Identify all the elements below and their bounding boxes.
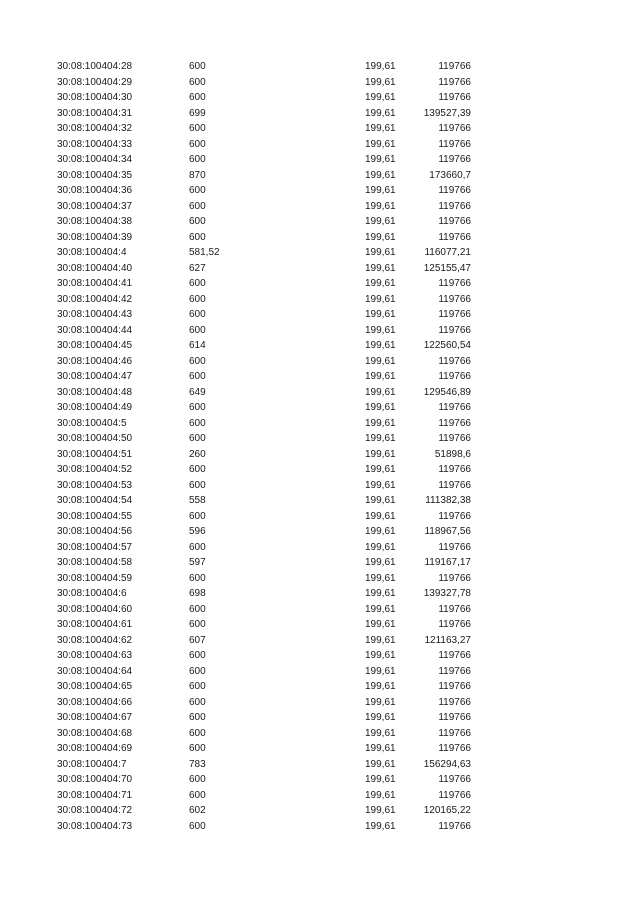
cadastral-number-cell: 30:08:100404:57 <box>57 541 133 553</box>
table-row <box>0 121 640 137</box>
table-row <box>0 385 640 401</box>
rate-cell: 199,61 <box>365 216 396 227</box>
total-cell: 119766 <box>438 541 471 553</box>
cadastral-number-cell: 30:08:100404:52 <box>57 464 133 475</box>
total-cell: 111382,38 <box>425 495 471 506</box>
total-cell: 119766 <box>438 510 471 522</box>
total-cell: 119766 <box>438 231 471 243</box>
quantity-cell: 649 <box>189 386 206 398</box>
rate-cell: 199,61 <box>365 696 396 708</box>
cadastral-number-cell: 30:08:100404:67 <box>57 712 133 723</box>
quantity-cell: 600 <box>189 696 206 708</box>
table-row <box>0 478 640 494</box>
rate-cell: 199,61 <box>365 588 396 599</box>
quantity-cell: 614 <box>189 340 206 351</box>
quantity-cell: 600 <box>189 603 206 615</box>
total-cell: 119766 <box>438 355 471 367</box>
total-cell: 51898,6 <box>434 448 471 460</box>
cadastral-number-cell: 30:08:100404:5 <box>57 417 127 429</box>
total-cell: 121163,27 <box>424 634 471 646</box>
cadastral-number-cell: 30:08:100404:43 <box>57 309 133 320</box>
cadastral-number-cell: 30:08:100404:61 <box>57 619 133 630</box>
table-row <box>0 462 640 478</box>
quantity-cell: 600 <box>189 433 206 444</box>
table-row <box>0 276 640 292</box>
table-row <box>0 400 640 416</box>
cadastral-number-cell: 30:08:100404:50 <box>57 433 133 444</box>
table-row <box>0 726 640 742</box>
cadastral-number-cell: 30:08:100404:68 <box>57 727 133 739</box>
cadastral-number-cell: 30:08:100404:7 <box>57 758 127 770</box>
table-row <box>0 757 640 773</box>
total-cell: 119766 <box>438 278 471 289</box>
rate-cell: 199,61 <box>365 262 396 274</box>
cadastral-number-cell: 30:08:100404:72 <box>57 805 133 816</box>
rate-cell: 199,61 <box>365 92 396 103</box>
total-cell: 119766 <box>438 200 471 212</box>
total-cell: 119766 <box>438 185 471 196</box>
rate-cell: 199,61 <box>365 758 396 770</box>
table-row <box>0 168 640 184</box>
total-cell: 119766 <box>438 371 471 382</box>
quantity-cell: 600 <box>189 681 206 692</box>
rate-cell: 199,61 <box>365 510 396 522</box>
total-cell: 119766 <box>438 138 471 150</box>
table-row <box>0 555 640 571</box>
quantity-cell: 698 <box>189 588 206 599</box>
table-row <box>0 586 640 602</box>
cadastral-number-cell: 30:08:100404:62 <box>57 634 133 646</box>
table-row <box>0 664 640 680</box>
rate-cell: 199,61 <box>365 805 396 816</box>
total-cell: 129546,89 <box>423 386 471 398</box>
rate-cell: 199,61 <box>365 541 396 553</box>
table-row <box>0 633 640 649</box>
cadastral-number-cell: 30:08:100404:34 <box>57 154 133 165</box>
quantity-cell: 600 <box>189 789 206 801</box>
total-cell: 139527,39 <box>423 107 471 119</box>
quantity-cell: 602 <box>189 805 206 816</box>
rate-cell: 199,61 <box>365 154 396 165</box>
quantity-cell: 600 <box>189 154 206 165</box>
table-row <box>0 819 640 835</box>
table-row <box>0 524 640 540</box>
cadastral-number-cell: 30:08:100404:59 <box>57 572 133 584</box>
total-cell: 119766 <box>438 92 471 103</box>
quantity-cell: 600 <box>189 61 206 72</box>
cadastral-number-cell: 30:08:100404:28 <box>57 61 133 72</box>
quantity-cell: 699 <box>189 107 206 119</box>
cadastral-number-cell: 30:08:100404:66 <box>57 696 133 708</box>
total-cell: 119766 <box>438 154 471 165</box>
rate-cell: 199,61 <box>365 557 396 568</box>
table-row <box>0 307 640 323</box>
quantity-cell: 600 <box>189 650 206 661</box>
table-row <box>0 323 640 339</box>
quantity-cell: 600 <box>189 92 206 103</box>
rate-cell: 199,61 <box>365 138 396 150</box>
total-cell: 119766 <box>438 216 471 227</box>
table-row <box>0 772 640 788</box>
total-cell: 125155,47 <box>423 262 471 274</box>
cadastral-number-cell: 30:08:100404:55 <box>57 510 133 522</box>
rate-cell: 199,61 <box>365 526 396 537</box>
quantity-cell: 627 <box>189 262 206 274</box>
cadastral-number-cell: 30:08:100404:73 <box>57 820 133 832</box>
cadastral-number-cell: 30:08:100404:40 <box>57 262 133 274</box>
total-cell: 122560,54 <box>423 340 471 351</box>
cadastral-number-cell: 30:08:100404:51 <box>57 448 133 460</box>
rate-cell: 199,61 <box>365 743 396 754</box>
total-cell: 119766 <box>438 293 471 305</box>
cadastral-number-cell: 30:08:100404:32 <box>57 123 133 134</box>
total-cell: 119766 <box>438 727 471 739</box>
rate-cell: 199,61 <box>365 169 396 181</box>
total-cell: 119766 <box>438 789 471 801</box>
table-row <box>0 214 640 230</box>
table-row <box>0 369 640 385</box>
total-cell: 156294,63 <box>423 758 471 770</box>
table-row <box>0 230 640 246</box>
rate-cell: 199,61 <box>365 479 396 491</box>
quantity-cell: 600 <box>189 293 206 305</box>
cadastral-number-cell: 30:08:100404:41 <box>57 278 133 289</box>
quantity-cell: 597 <box>189 557 206 568</box>
rate-cell: 199,61 <box>365 278 396 289</box>
rate-cell: 199,61 <box>365 619 396 630</box>
total-cell: 119766 <box>438 665 471 677</box>
quantity-cell: 600 <box>189 665 206 677</box>
cadastral-number-cell: 30:08:100404:44 <box>57 324 133 336</box>
cadastral-number-cell: 30:08:100404:54 <box>57 495 133 506</box>
rate-cell: 199,61 <box>365 293 396 305</box>
rate-cell: 199,61 <box>365 603 396 615</box>
table-row <box>0 540 640 556</box>
table-row <box>0 245 640 261</box>
table-row <box>0 648 640 664</box>
rate-cell: 199,61 <box>365 231 396 243</box>
cadastral-number-cell: 30:08:100404:46 <box>57 355 133 367</box>
cadastral-number-cell: 30:08:100404:33 <box>57 138 133 150</box>
quantity-cell: 600 <box>189 572 206 584</box>
cadastral-number-cell: 30:08:100404:30 <box>57 92 133 103</box>
rate-cell: 199,61 <box>365 309 396 320</box>
rate-cell: 199,61 <box>365 185 396 196</box>
cadastral-number-cell: 30:08:100404:58 <box>57 557 133 568</box>
cadastral-number-cell: 30:08:100404:60 <box>57 603 133 615</box>
quantity-cell: 600 <box>189 619 206 630</box>
rate-cell: 199,61 <box>365 572 396 584</box>
quantity-cell: 600 <box>189 185 206 196</box>
quantity-cell: 596 <box>189 526 206 537</box>
quantity-cell: 600 <box>189 371 206 382</box>
total-cell: 119167,17 <box>424 557 471 568</box>
cadastral-number-cell: 30:08:100404:47 <box>57 371 133 382</box>
rate-cell: 199,61 <box>365 634 396 646</box>
rate-cell: 199,61 <box>365 355 396 367</box>
table-row <box>0 137 640 153</box>
rate-cell: 199,61 <box>365 200 396 212</box>
rate-cell: 199,61 <box>365 247 396 258</box>
total-cell: 119766 <box>438 61 471 72</box>
rate-cell: 199,61 <box>365 76 396 88</box>
rate-cell: 199,61 <box>365 340 396 351</box>
cadastral-number-cell: 30:08:100404:63 <box>57 650 133 661</box>
total-cell: 119766 <box>438 309 471 320</box>
quantity-cell: 600 <box>189 200 206 212</box>
quantity-cell: 600 <box>189 743 206 754</box>
quantity-cell: 558 <box>189 495 206 506</box>
total-cell: 119766 <box>438 712 471 723</box>
table-row <box>0 292 640 308</box>
table-row <box>0 571 640 587</box>
total-cell: 119766 <box>438 464 471 475</box>
total-cell: 119766 <box>438 681 471 692</box>
table-row <box>0 59 640 75</box>
table-row <box>0 788 640 804</box>
total-cell: 119766 <box>438 123 471 134</box>
total-cell: 119766 <box>438 572 471 584</box>
table-row <box>0 617 640 633</box>
quantity-cell: 600 <box>189 231 206 243</box>
quantity-cell: 600 <box>189 464 206 475</box>
total-cell: 119766 <box>438 324 471 336</box>
total-cell: 119766 <box>438 76 471 88</box>
total-cell: 119766 <box>438 696 471 708</box>
rate-cell: 199,61 <box>365 712 396 723</box>
total-cell: 118967,56 <box>424 526 471 537</box>
cadastral-number-cell: 30:08:100404:6 <box>57 588 127 599</box>
total-cell: 119766 <box>438 619 471 630</box>
cadastral-number-cell: 30:08:100404:36 <box>57 185 133 196</box>
rate-cell: 199,61 <box>365 495 396 506</box>
table-row <box>0 75 640 91</box>
quantity-cell: 783 <box>189 758 206 770</box>
total-cell: 139327,78 <box>423 588 471 599</box>
cadastral-number-cell: 30:08:100404:48 <box>57 386 133 398</box>
quantity-cell: 870 <box>189 169 206 181</box>
table-row <box>0 695 640 711</box>
rate-cell: 199,61 <box>365 820 396 832</box>
total-cell: 119766 <box>438 603 471 615</box>
quantity-cell: 600 <box>189 712 206 723</box>
table-row <box>0 90 640 106</box>
table-row <box>0 679 640 695</box>
quantity-cell: 600 <box>189 774 206 785</box>
quantity-cell: 260 <box>189 448 206 460</box>
table-row <box>0 710 640 726</box>
quantity-cell: 600 <box>189 727 206 739</box>
quantity-cell: 600 <box>189 820 206 832</box>
rate-cell: 199,61 <box>365 681 396 692</box>
data-table <box>0 59 640 834</box>
quantity-cell: 600 <box>189 402 206 413</box>
cadastral-number-cell: 30:08:100404:64 <box>57 665 133 677</box>
rate-cell: 199,61 <box>365 107 396 119</box>
rate-cell: 199,61 <box>365 433 396 444</box>
rate-cell: 199,61 <box>365 417 396 429</box>
table-row <box>0 493 640 509</box>
total-cell: 119766 <box>438 820 471 832</box>
total-cell: 119766 <box>438 417 471 429</box>
table-row <box>0 431 640 447</box>
rate-cell: 199,61 <box>365 371 396 382</box>
table-row <box>0 338 640 354</box>
cadastral-number-cell: 30:08:100404:35 <box>57 169 133 181</box>
cadastral-number-cell: 30:08:100404:29 <box>57 76 133 88</box>
quantity-cell: 607 <box>189 634 206 646</box>
total-cell: 119766 <box>438 650 471 661</box>
quantity-cell: 600 <box>189 278 206 289</box>
quantity-cell: 581,52 <box>189 247 220 258</box>
rate-cell: 199,61 <box>365 727 396 739</box>
rate-cell: 199,61 <box>365 123 396 134</box>
cadastral-number-cell: 30:08:100404:49 <box>57 402 133 413</box>
total-cell: 119766 <box>438 743 471 754</box>
quantity-cell: 600 <box>189 138 206 150</box>
total-cell: 116077,21 <box>424 247 471 258</box>
table-row <box>0 199 640 215</box>
rate-cell: 199,61 <box>365 774 396 785</box>
cadastral-number-cell: 30:08:100404:70 <box>57 774 133 785</box>
cadastral-number-cell: 30:08:100404:71 <box>57 789 133 801</box>
table-row <box>0 447 640 463</box>
total-cell: 119766 <box>438 433 471 444</box>
quantity-cell: 600 <box>189 216 206 227</box>
quantity-cell: 600 <box>189 417 206 429</box>
rate-cell: 199,61 <box>365 402 396 413</box>
rate-cell: 199,61 <box>365 464 396 475</box>
cadastral-number-cell: 30:08:100404:53 <box>57 479 133 491</box>
table-row <box>0 416 640 432</box>
total-cell: 173660,7 <box>429 169 471 181</box>
cadastral-number-cell: 30:08:100404:65 <box>57 681 133 692</box>
quantity-cell: 600 <box>189 76 206 88</box>
table-row <box>0 183 640 199</box>
cadastral-number-cell: 30:08:100404:37 <box>57 200 133 212</box>
cadastral-number-cell: 30:08:100404:56 <box>57 526 133 537</box>
table-row <box>0 803 640 819</box>
quantity-cell: 600 <box>189 324 206 336</box>
total-cell: 119766 <box>438 402 471 413</box>
quantity-cell: 600 <box>189 309 206 320</box>
table-row <box>0 741 640 757</box>
table-row <box>0 261 640 277</box>
quantity-cell: 600 <box>189 479 206 491</box>
cadastral-number-cell: 30:08:100404:42 <box>57 293 133 305</box>
total-cell: 119766 <box>438 774 471 785</box>
cadastral-number-cell: 30:08:100404:45 <box>57 340 133 351</box>
rate-cell: 199,61 <box>365 324 396 336</box>
table-row <box>0 106 640 122</box>
total-cell: 119766 <box>438 479 471 491</box>
rate-cell: 199,61 <box>365 789 396 801</box>
quantity-cell: 600 <box>189 510 206 522</box>
table-row <box>0 509 640 525</box>
table-row <box>0 152 640 168</box>
quantity-cell: 600 <box>189 541 206 553</box>
rate-cell: 199,61 <box>365 61 396 72</box>
table-row <box>0 602 640 618</box>
rate-cell: 199,61 <box>365 386 396 398</box>
cadastral-number-cell: 30:08:100404:4 <box>57 247 127 258</box>
quantity-cell: 600 <box>189 355 206 367</box>
quantity-cell: 600 <box>189 123 206 134</box>
rate-cell: 199,61 <box>365 665 396 677</box>
cadastral-number-cell: 30:08:100404:31 <box>57 107 133 119</box>
total-cell: 120165,22 <box>423 805 471 816</box>
cadastral-number-cell: 30:08:100404:39 <box>57 231 133 243</box>
cadastral-number-cell: 30:08:100404:69 <box>57 743 133 754</box>
rate-cell: 199,61 <box>365 448 396 460</box>
table-row <box>0 354 640 370</box>
cadastral-number-cell: 30:08:100404:38 <box>57 216 133 227</box>
rate-cell: 199,61 <box>365 650 396 661</box>
